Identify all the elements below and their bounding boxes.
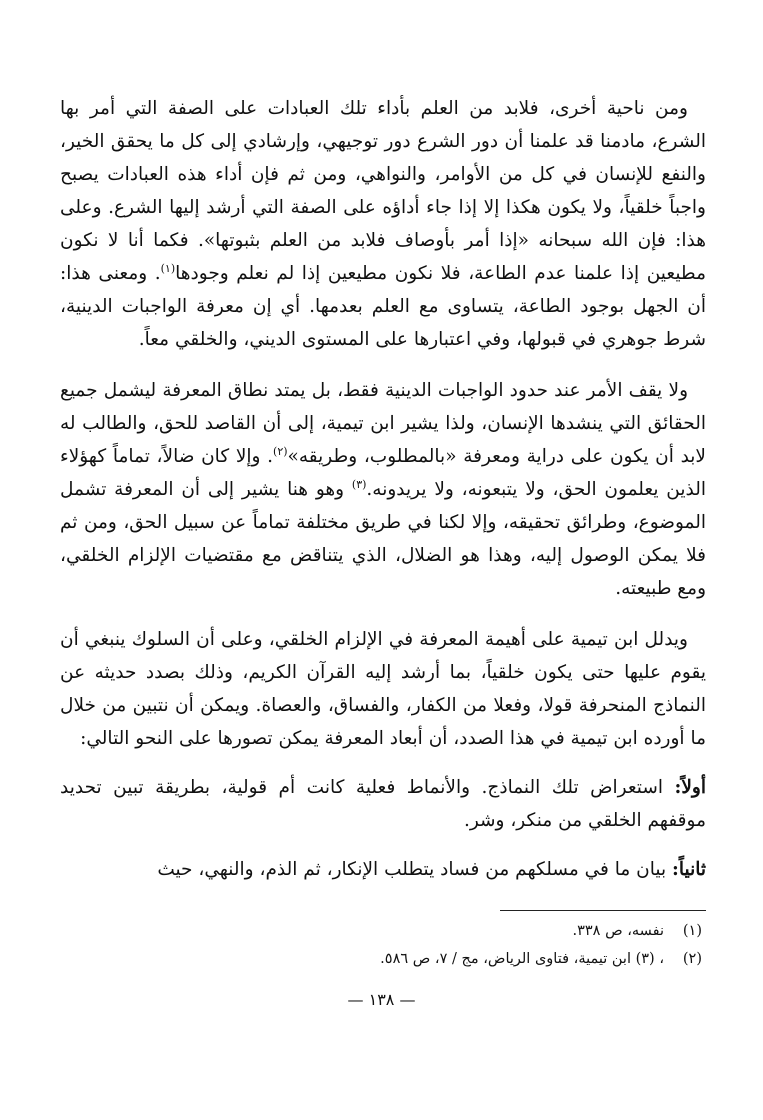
paragraph-4-text: استعراض تلك النماذج. والأنماط فعلية كانت أم قولية، بطريقة تبين تحديد موقفهم الخلقي من منكر، وشر. — [60, 777, 706, 831]
footnote-ref-3[interactable]: (٣) — [351, 477, 367, 491]
paragraph-3-text: ويدلل ابن تيمية على أهيمة المعرفة في الإلزام الخلقي، وعلى أن السلوك ينبغي أن يقوم عليها حتى يكون خلقياً، بما أرشد إليه القرآن الكريم، وذلك بصدد حديثه عن النماذج المنحرفة قولا، وفعلا من الكفار، والفساق، والعصاة. ويمكن أن نتبين من خلال ما أورده ابن تيمية في هذا الصدد، أن أبعاد المعرفة يمكن تصورها على النحو التالي: — [60, 629, 706, 749]
paragraph-4 — [60, 771, 706, 837]
paragraph-5-lead: ثانياً: — [672, 859, 706, 880]
footnote-rule-mask — [60, 910, 500, 912]
paragraph-1 — [60, 92, 706, 356]
paragraph-2 — [60, 374, 706, 605]
paragraph-3 — [60, 623, 706, 755]
paragraph-1-tail: . ومعنى هذا: أن الجهل بوجود الطاعة، يتساوى مع العلم بعدمها. أي إن معرفة الواجبات الدينية، شرط جوهري في قبولها، وفي اعتبارها على المستوى الديني، والخلقي معاً. — [60, 263, 706, 350]
paragraph-1-text: ومن ناحية أخرى، فلابد من العلم بأداء تلك العبادات على الصفة التي أمر بها الشرع، مادمنا قد علمنا أن دور الشرع دور توجيهي، وإرشادي إلى كل ما يحقق الخير، والنفع للإنسان في كل من الأوامر، والنواهي، ومن ثم فإن أداء هذه العبادات يصبح واجباً خلقياً، ولا يكون هكذا إلا إذا جاء أداؤه على الصفة التي أرشد إليها الشرع. وعلى هذا: فإن الله سبحانه «إذا أمر بأوصاف فلابد من العلم بثبوتها». فكما أنا لا نكون مطيعين إذا علمنا عدم الطاعة، فلا نكون مطيعين إذا لم نعلم وجودها — [60, 98, 706, 284]
footnote-1-number: (١) — [682, 923, 702, 939]
footnote-ref-1[interactable]: (١) — [160, 261, 176, 275]
footnote-2-text: ، (٣) ابن تيمية، فتاوى الرياض، مج / ٧، ص ٥٨٦. — [380, 951, 664, 967]
page-number: — ١٣٨ — — [347, 990, 416, 1009]
footnotes-section — [60, 910, 706, 973]
paragraph-5-text: بيان ما في مسلكهم من فساد يتطلب الإنكار، ثم الذم، والنهي، حيث — [157, 859, 673, 880]
paragraph-2-text-b: . وإلا كان ضالاً، تماماً كهؤلاء الذين يعلمون الحق، ولا يتبعونه، ولا يريدونه. — [60, 446, 706, 500]
footnote-1 — [60, 917, 706, 945]
footnote-ref-2[interactable]: (٢) — [273, 444, 288, 458]
paragraph-5 — [60, 853, 706, 886]
paragraph-2-text-a: ولا يقف الأمر عند حدود الواجبات الدينية فقط، بل يمتد نطاق المعرفة ليشمل جميع الحقائق التي ينشدها الإنسان، ولذا يشير ابن تيمية، إلى أن القاصد للحق، والطالب له لابد أن يكون على دراية ومعرفة «بالمطلوب، وطريقه» — [60, 380, 706, 467]
paragraph-4-lead: أولاً: — [674, 777, 706, 798]
page-body — [60, 92, 706, 886]
footnote-2-number: (٢) — [682, 951, 702, 967]
footnote-1-text: نفسه، ص ٣٣٨. — [572, 923, 664, 939]
paragraph-2-text-c: وهو هنا يشير إلى أن المعرفة تشمل الموضوع، وطرائق تحقيقه، وإلا لكنا في طريق مختلفة تماماً عن سبيل الحق، ومن ثم فلا يمكن الوصول إليه، وهذا هو الضلال، الذي يتناقض مع مقتضيات الإلزام الخلقي، ومع طبيعته. — [60, 479, 706, 599]
footnote-2 — [60, 945, 706, 973]
